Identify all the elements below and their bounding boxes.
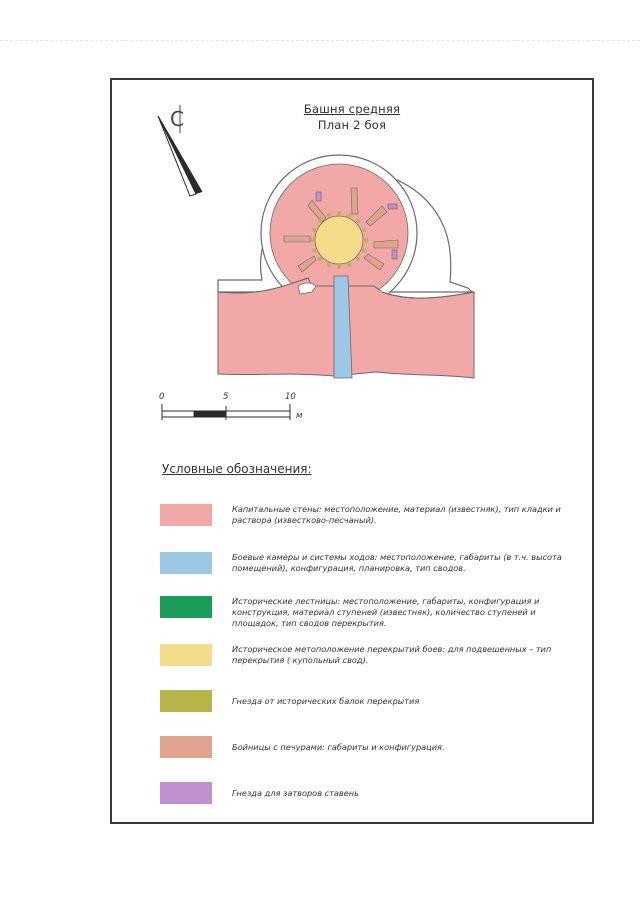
legend-item (160, 504, 580, 534)
scale-bar (162, 404, 290, 420)
legend-text-loopholes: Бойницы с печурами: габариты и конфигурация. (232, 742, 445, 752)
beam-socket (347, 213, 351, 217)
legend-text-walls: Капитальные стены: местоположение, материал (известняк), тип кладки и раствора (известково-песчаный). (232, 504, 561, 525)
scale-unit: м (296, 411, 303, 421)
beam-socket (337, 265, 341, 269)
legend-swatch-loopholes (160, 736, 212, 758)
legend-item (160, 782, 580, 812)
drawing-title: Башня средняя (303, 102, 401, 116)
legend-swatch-floors (160, 644, 212, 666)
north-arrow-label: С (170, 107, 184, 131)
scale-tick-10: 10 (285, 392, 296, 402)
drawing-subtitle: План 2 боя (317, 118, 387, 132)
beam-socket (318, 257, 322, 261)
legend-swatch-beam-sockets (160, 690, 212, 712)
legend-item (160, 596, 580, 626)
legend-swatch-shutters (160, 782, 212, 804)
scale-tick-0: 0 (159, 392, 165, 402)
legend-item (160, 736, 580, 766)
beam-socket (356, 257, 360, 261)
legend-swatch-stairs (160, 596, 212, 618)
legend-item (160, 690, 580, 720)
dome-floor (315, 216, 363, 264)
legend-text-stairs: Исторические лестницы: местоположение, габариты, конфигурация и конструкция, материал ступеней (известняк), количество ступеней и площадок, тип сводов перекрытия. (232, 596, 540, 628)
tower-plan (218, 155, 474, 378)
beam-socket (327, 213, 331, 217)
drawing-sheet (110, 78, 594, 824)
legend-title: Условные обозначения: (162, 462, 312, 476)
scale-tick-5: 5 (223, 392, 229, 402)
legend-item (160, 552, 580, 582)
beam-socket (347, 263, 351, 267)
beam-socket (312, 248, 316, 252)
beam-socket (362, 228, 366, 232)
beam-socket (310, 238, 314, 242)
page-top-divider (0, 40, 640, 41)
legend-swatch-walls (160, 504, 212, 526)
legend-item (160, 644, 580, 674)
legend-text-chambers: Боевые камеры и системы ходов: местоположение, габариты (в т.ч. высота помещений), конфигурация, планировка, тип сводов. (232, 552, 562, 573)
legend-text-floors: Историческое метоположение перекрытий боев: для подвешенных – тип перекрытия ( купольный свод). (232, 644, 552, 665)
beam-socket (327, 263, 331, 267)
beam-socket (362, 248, 366, 252)
legend-text-shutters: Гнезда для затворов ставень (232, 788, 359, 798)
beam-socket (356, 219, 360, 223)
beam-socket (364, 238, 368, 242)
legend-swatch-chambers (160, 552, 212, 574)
beam-socket (312, 228, 316, 232)
legend-text-beam-sockets: Гнезда от исторических балок перекрытия (232, 696, 420, 706)
beam-socket (337, 211, 341, 215)
beam-socket (318, 219, 322, 223)
